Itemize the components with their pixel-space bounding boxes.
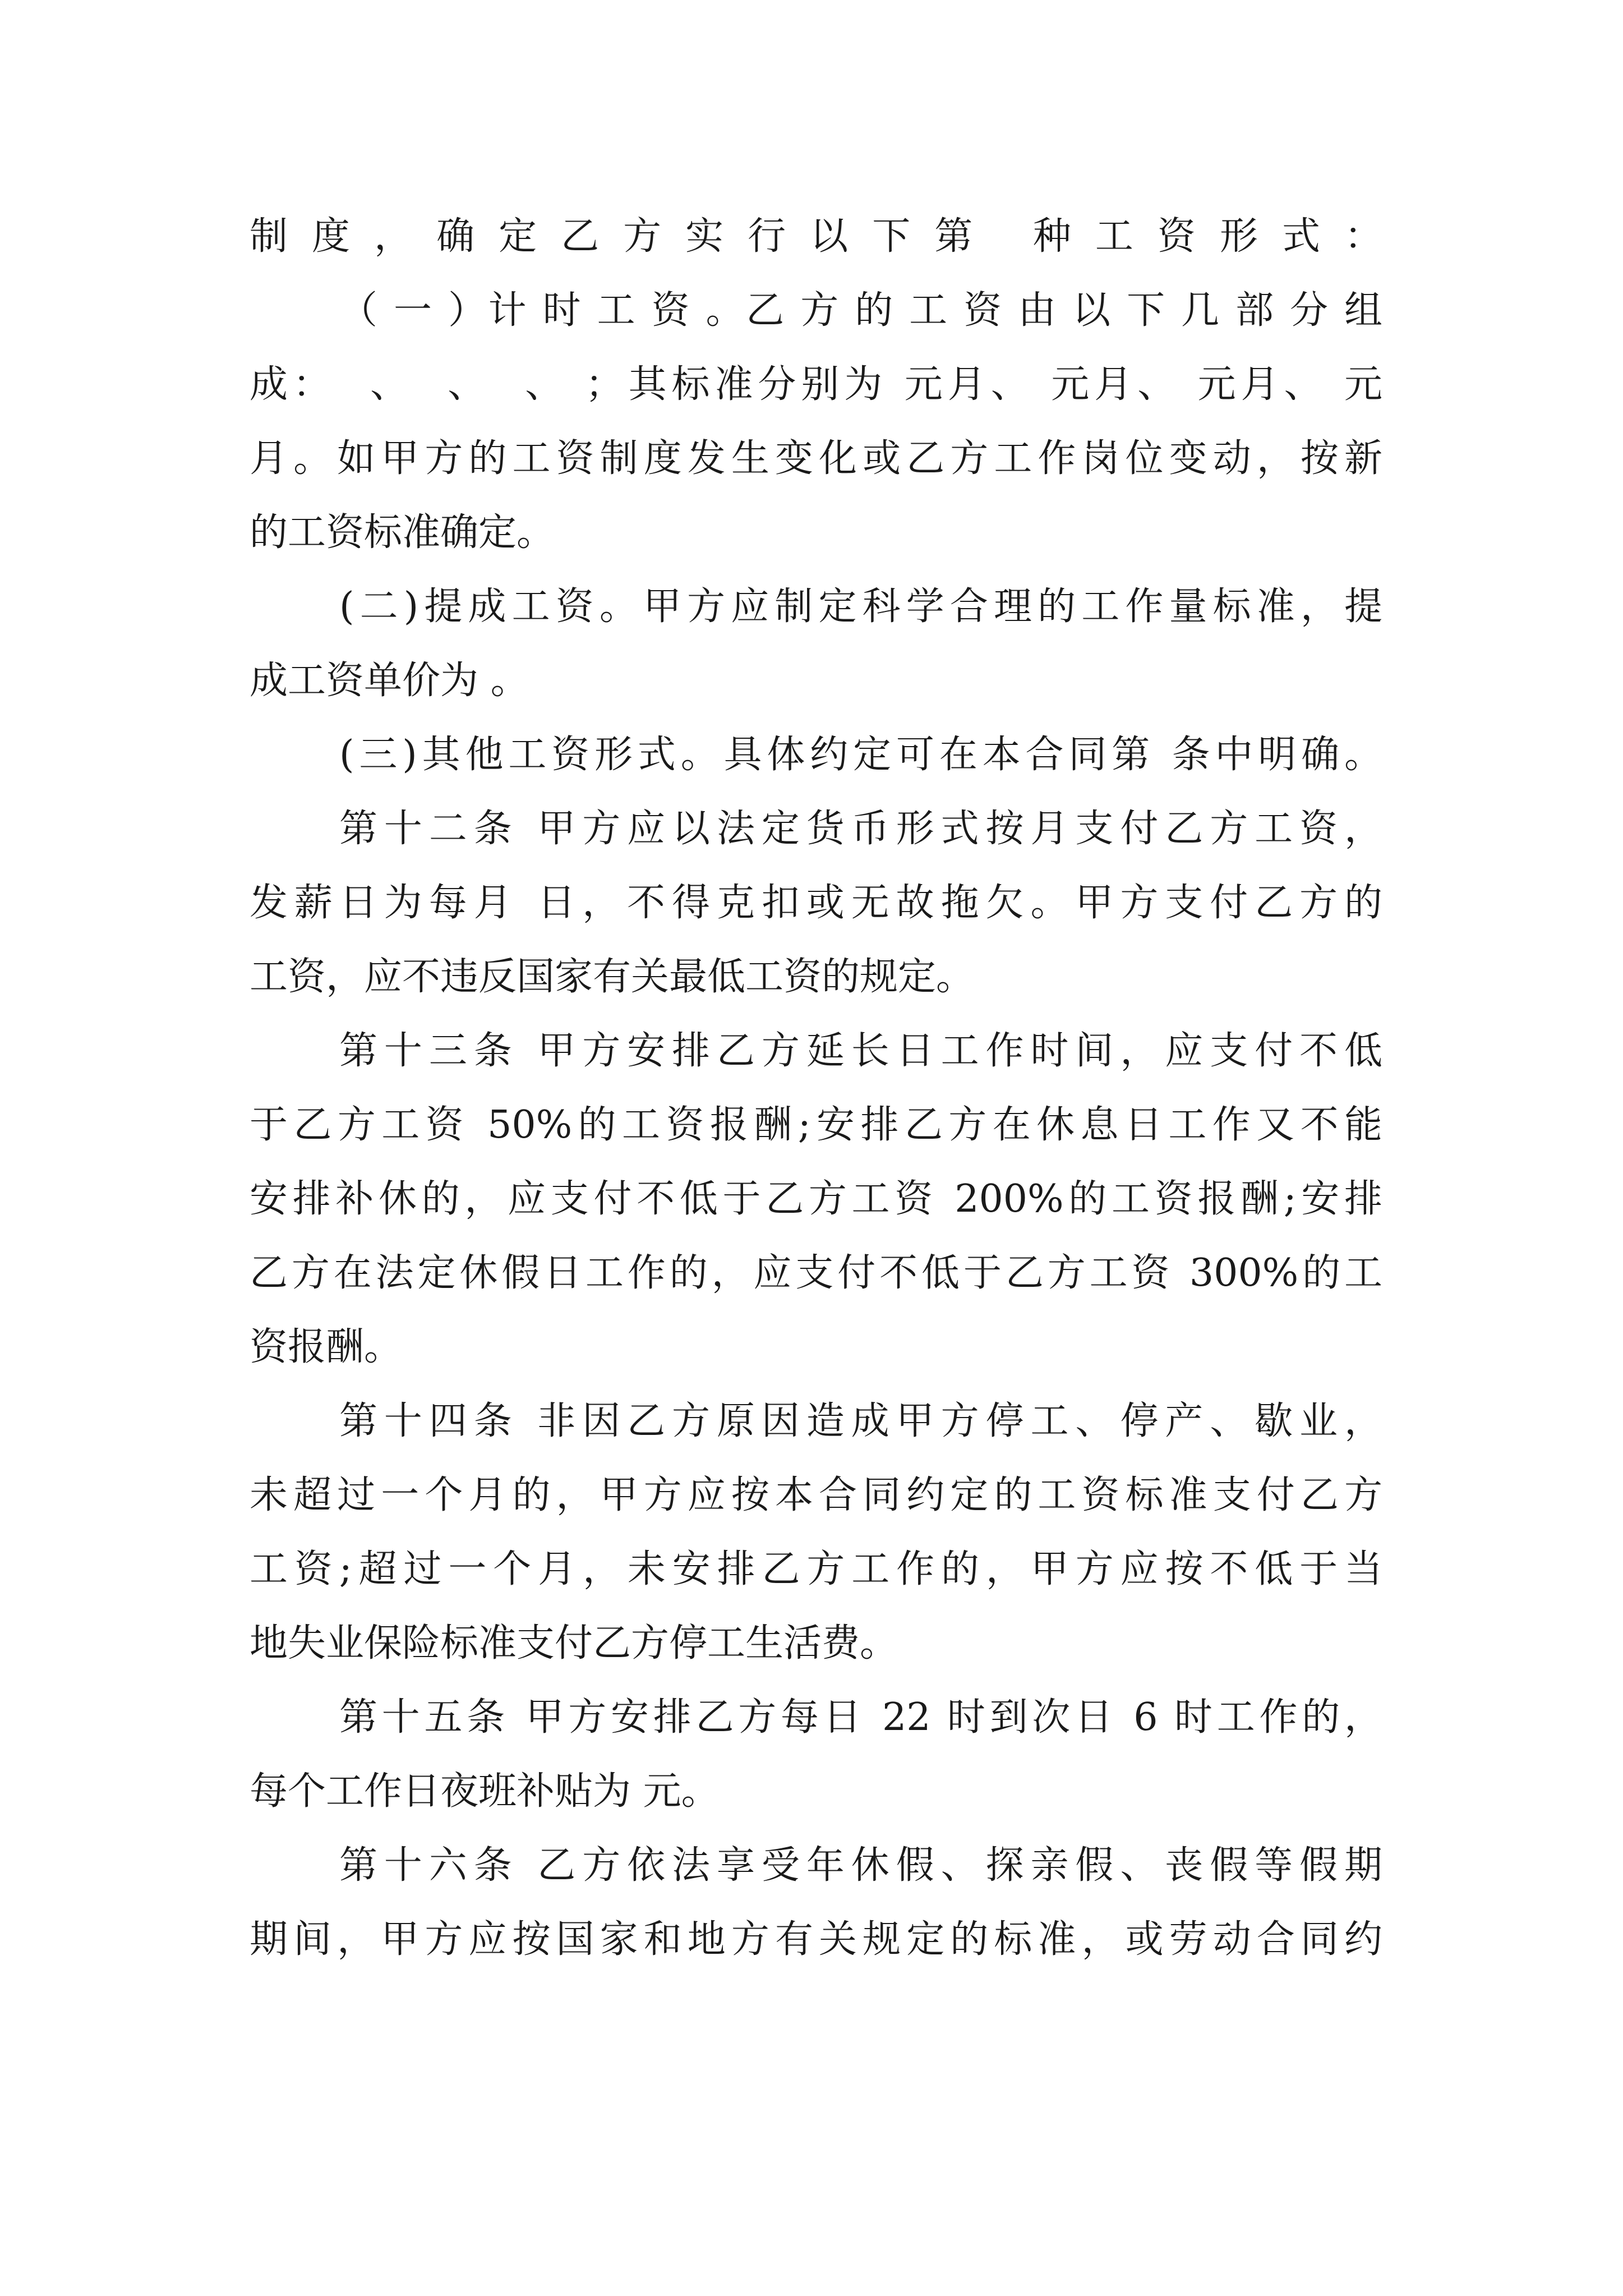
text-line: 每个工作日夜班补贴为 元。 bbox=[250, 1769, 720, 1814]
text-line: 的工资标准确定。 bbox=[250, 510, 555, 555]
text-line: 期间，甲方应按国家和地方有关规定的标准，或劳动合同约 bbox=[250, 1917, 1382, 1962]
text-line: 第十三条 甲方安排乙方延长日工作时间，应支付不低 bbox=[339, 1029, 1382, 1073]
text-line: (三)其他工资形式。具体约定可在本合同第 条中明确。 bbox=[339, 733, 1382, 777]
text-line: 第十二条 甲方应以法定货币形式按月支付乙方工资， bbox=[339, 807, 1382, 851]
text-line: 资报酬。 bbox=[250, 1325, 403, 1369]
text-line: 乙方在法定休假日工作的，应支付不低于乙方工资 300%的工 bbox=[250, 1251, 1382, 1295]
text-line: 于乙方工资 50%的工资报酬;安排乙方在休息日工作又不能 bbox=[250, 1103, 1382, 1147]
text-line: (二)提成工资。甲方应制定科学合理的工作量标准，提 bbox=[339, 585, 1382, 629]
text-line: 成： 、 、 、 ；其标准分别为 元月、 元月、 元月、 元 bbox=[250, 362, 1382, 407]
text-line: 月。如甲方的工资制度发生变化或乙方工作岗位变动，按新 bbox=[250, 436, 1382, 481]
text-line: 第十六条 乙方依法享受年休假、探亲假、丧假等假期 bbox=[339, 1843, 1382, 1888]
text-line: 第十四条 非因乙方原因造成甲方停工、停产、歇业， bbox=[339, 1399, 1382, 1443]
text-line: 安排补休的，应支付不低于乙方工资 200%的工资报酬;安排 bbox=[250, 1177, 1382, 1221]
text-line: 工资，应不违反国家有关最低工资的规定。 bbox=[250, 955, 975, 999]
text-line: 发薪日为每月 日，不得克扣或无故拖欠。甲方支付乙方的 bbox=[250, 881, 1382, 925]
text-line: （ 一 ）计 时 工 资 。乙 方 的 工 资 由 以 下 几 部 分 组 bbox=[339, 288, 1382, 333]
text-line: 未超过一个月的，甲方应按本合同约定的工资标准支付乙方 bbox=[250, 1473, 1382, 1517]
text-line: 工资;超过一个月，未安排乙方工作的，甲方应按不低于当 bbox=[250, 1547, 1382, 1591]
text-line: 第十五条 甲方安排乙方每日 22 时到次日 6 时工作的， bbox=[339, 1695, 1382, 1740]
text-line: 成工资单价为 。 bbox=[250, 659, 529, 703]
text-line: 制度，确定乙方实行以下第 种工资形式： bbox=[250, 214, 1382, 259]
text-line: 地失业保险标准支付乙方停工生活费。 bbox=[250, 1621, 898, 1665]
